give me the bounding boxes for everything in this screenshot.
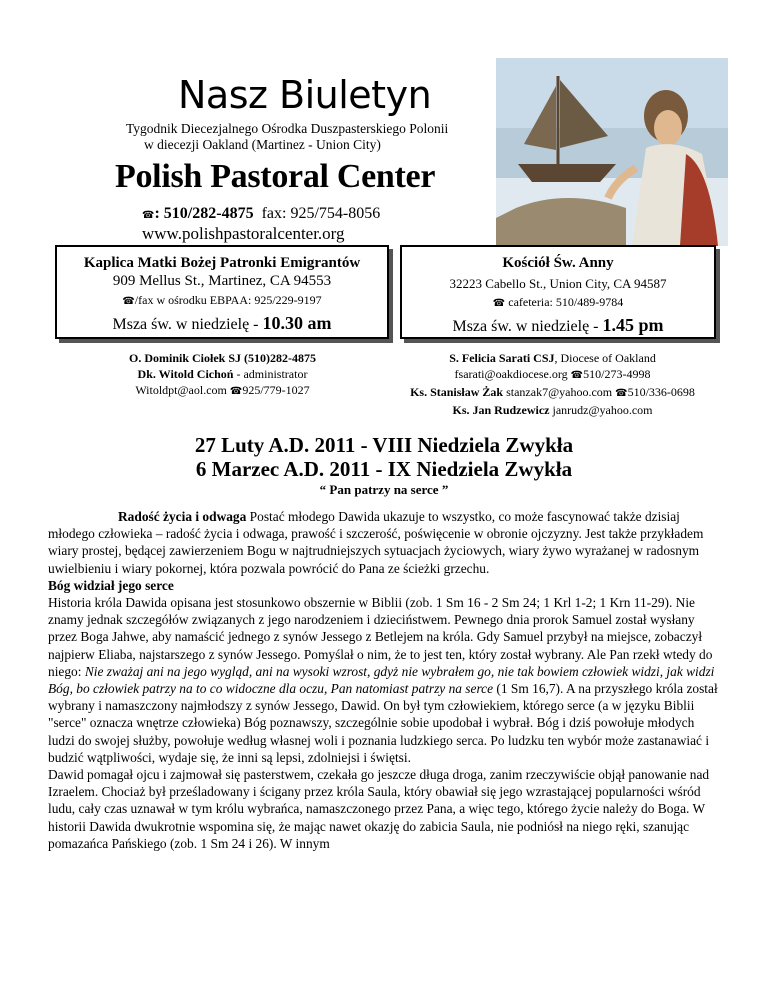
clergy-left (60, 350, 385, 400)
phone-icon: ☎ (142, 210, 155, 221)
sunday-dates (0, 433, 768, 481)
phone-icon: ☎ (122, 296, 135, 307)
center-phone: : 510/282-4875 (154, 205, 254, 222)
clergy-line: Ks. Stanisław Żak stanzak7@yahoo.com ☎510/336-0698 (410, 385, 695, 399)
bulletin-subtitle (126, 121, 448, 153)
church-phone: ☎ cafeteria: 510/489-9784 (492, 295, 624, 309)
clergy-line: Ks. Jan Rudzewicz janrudz@yahoo.com (452, 403, 653, 417)
article-paragraph: Radość życia i odwaga Postać młodego Dawida ukazuje to wszystko, co może fascynować także dzisiaj młodego człowieka – radość życia i odwaga, prawość i szczerość, poświęcenie w obronie ojczyzny. Jest także przykładem wiary prostej, będącej zawierzeniem Bogu w najtrudniejszych sytuacjach życiowych, wiary żywo wyrażanej w radosnym uwielbieniu i wiary pokornej, która pozwala powrócić do Pana ze ścieżki grzechu. (48, 509, 704, 576)
chapel-address: 909 Mellus St., Martinez, CA 94553 (112, 273, 332, 289)
subtitle-line-1: Tygodnik Diecezjalnego Ośrodka Duszpasterskiego Polonii (126, 121, 449, 136)
clergy-right (390, 350, 715, 418)
subtitle-line-2: w diecezji Oakland (Martinez - Union City) (144, 137, 381, 152)
church-mass-hour: 1.45 pm (602, 315, 664, 335)
paragraph-heading: Radość życia i odwaga (118, 509, 247, 524)
phone-icon: ☎ (570, 370, 584, 381)
contact-line (142, 205, 380, 223)
chapel-info-box (55, 245, 389, 339)
clergy-line: fsarati@oakdiocese.org ☎510/273-4998 (454, 367, 651, 381)
clergy-line: O. Dominik Ciołek SJ (510)282-4875 (128, 351, 316, 365)
chapel-mass-time: Msza św. w niedzielę - 10.30 am (112, 313, 332, 333)
church-address: 32223 Cabello St., Union City, CA 94587 (449, 276, 667, 291)
date-line-1: 27 Luty A.D. 2011 - VIII Niedziela Zwykła (194, 433, 574, 457)
email-link[interactable]: stanzak7@yahoo.com (503, 385, 616, 399)
center-fax: fax: 925/754-8056 (261, 205, 381, 222)
phone-icon: ☎ (492, 298, 506, 309)
chapel-title: Kaplica Matki Bożej Patronki Emigrantów (83, 255, 361, 271)
church-title: Kościół Św. Anny (502, 255, 614, 271)
fisherman-boat-illustration (496, 58, 728, 246)
website-link[interactable]: www.polishpastoralcenter.org (142, 224, 345, 243)
motto: “ Pan patrzy na serce ” (319, 482, 449, 497)
email-link[interactable]: fsarati@oakdiocese.org (454, 367, 571, 381)
bulletin-title: Nasz Biuletyn (178, 73, 432, 117)
scripture-quote: Nie zważaj ani na jego wygląd, ani na wysoki wzrost, gdyż nie wybrałem go, nie tak bowiem człowiek widzi, jak widzi Bóg, bo człowiek patrzy na to co widoczne dla oczu, Pan natomiast patrzy na serce (48, 663, 715, 697)
phone-icon: ☎ (615, 388, 628, 399)
chapel-mass-hour: 10.30 am (262, 313, 332, 333)
clergy-line: Dk. Witold Cichoń - administrator (137, 367, 308, 381)
phone-icon: ☎ (229, 386, 243, 397)
clergy-line: Witoldpt@aol.com ☎925/779-1027 (135, 383, 310, 397)
article-paragraph: Historia króla Dawida opisana jest stosunkowo obszernie w Biblii (zob. 1 Sm 16 - 2 Sm 24; 1 Krl 1-2; 1 Krn 11-29). Nie znamy jednak szczegółów związanych z jego narodzeniem i dzieciństwem. Pewnego dnia prorok Samuel został wysłany przez Boga Jahwe, aby namaścić jednego z synów Jessego z Betlejem na króla. Gdy Samuel przybył na miejsce, zobaczył najpierw Eliaba, najstarszego z synów Jessego. Pomyślał o nim, że to jest ten, który został wybrany. Ale Pan rzekł wtedy do niego: Nie zważaj ani na jego wygląd, ani na wysoki wzrost, gdyż nie wybrałem go, nie tak bowiem człowiek widzi, jak widzi Bóg, bo człowiek patrzy na to co widoczne dla oczu, Pan natomiast patrzy na serce (1 Sm 16,7). A na przyszłego króla został wybrany i namaszczony najmłodszy z synów Jessego, Dawid. On był tym człowiekiem, którego serce (a w języku Biblii "serce" oznacza wnętrze człowieka) Bóg poznawszy, szczególnie sobie upodobał i wybrał. Bóg i dziś powołuje młodych ludzi do swojej służby, powołuje według własnej woli i poznania ludzkiego serca. Po ludzku ten wybór może zastanawiać i budzić wątpliwości, wydaje się, że inni są lepsi, zdolniejsi i świętsi. (48, 595, 718, 765)
email-link[interactable]: Witoldpt@aol.com (135, 383, 230, 397)
section-heading: Bóg widział jego serce (48, 577, 174, 593)
chapel-phone: ☎/fax w ośrodku EBPAA: 925/229-9197 (122, 293, 322, 307)
church-info-box (400, 245, 716, 339)
date-line-2: 6 Marzec A.D. 2011 - IX Niedziela Zwykła (195, 457, 573, 481)
center-name: Polish Pastoral Center (115, 158, 436, 195)
church-mass-time: Msza św. w niedzielę - 1.45 pm (452, 315, 664, 335)
article-paragraph: Dawid pomagał ojcu i zajmował się pasterstwem, czekała go jeszcze długa droga, zanim rzeczywiście objął panowanie nad Izraelem. Chociaż był prześladowany i ścigany przez króla Saula, który obawiał się jego wzrastającej popularności wśród ludu, cały czas uznawał w tym królu wybrańca, namaszczonego przez Pana, a więc tego, którego życie należy do Boga. W historii Dawida dwukrotnie wspomina się, że mając nawet okazję do zabicia Saula, nie podniósł na niego ręki, szanując pomazańca Pańskiego (zob. 1 Sm 24 i 26). W innym (48, 767, 710, 851)
article-body (48, 508, 720, 852)
email-link[interactable]: janrudz@yahoo.com (549, 403, 653, 417)
clergy-line: S. Felicia Sarati CSJ, Diocese of Oakland (449, 351, 656, 365)
